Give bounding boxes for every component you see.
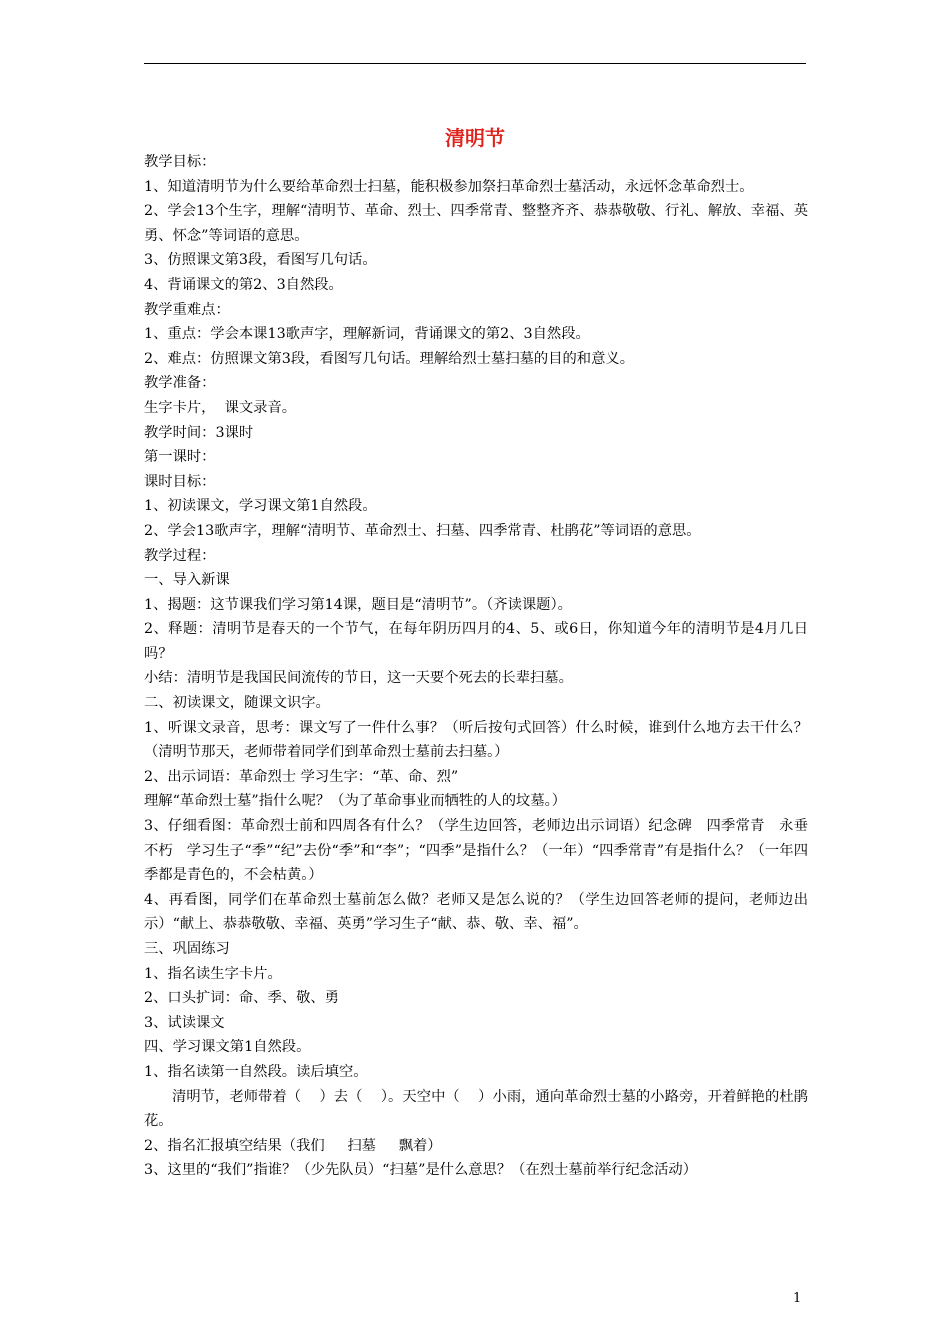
paragraph: 2、难点：仿照课文第3段，看图写几句话。理解给烈士墓扫墓的目的和意义。 xyxy=(144,350,634,367)
paragraph: 教学准备： xyxy=(144,375,216,392)
document-title: 清明节 xyxy=(445,126,505,150)
paragraph: 教学重难点： xyxy=(144,301,230,318)
paragraph: 清明节，老师带着（ ）去（ ）。天空中（ ）小雨，通向革命烈士墓的小路旁，开着鲜艳的杜鹃花。 xyxy=(144,1088,808,1130)
paragraph: 1、重点：学会本课13歌声字，理解新词，背诵课文的第2、3自然段。 xyxy=(144,326,590,343)
document-body xyxy=(144,150,808,1183)
header-rule xyxy=(144,63,806,64)
paragraph: 2、指名汇报填空结果（我们 扫墓 飘着） xyxy=(144,1137,442,1154)
paragraph: 1、揭题：这节课我们学习第14课，题目是“清明节”。（齐读课题）。 xyxy=(144,596,572,613)
paragraph: 三、巩固练习 xyxy=(144,941,230,957)
paragraph: 1、听课文录音，思考：课文写了一件什么事？（听后按句式回答）什么时候，谁到什么地方去干什么？（清明节那天，老师带着同学们到革命烈士墓前去扫墓。） xyxy=(144,719,808,761)
paragraph: 2、学会13歌声字，理解“清明节、革命烈士、扫墓、四季常青、杜鹃花”等词语的意思。 xyxy=(144,522,701,539)
paragraph: 四、学习课文第1自然段。 xyxy=(144,1039,311,1056)
paragraph: 3、仿照课文第3段，看图写几句话。 xyxy=(144,252,377,269)
paragraph: 理解“革命烈士墓”指什么呢？（为了革命事业而牺牲的人的坟墓。） xyxy=(144,793,567,810)
paragraph: 课时目标： xyxy=(144,473,216,490)
paragraph: 小结：清明节是我国民间流传的节日，这一天要个死去的长辈扫墓。 xyxy=(144,670,573,687)
paragraph: 3、这里的“我们”指谁？（少先队员）“扫墓”是什么意思？（在烈士墓前举行纪念活动） xyxy=(144,1162,698,1179)
paragraph: 二、初读课文，随课文识字。 xyxy=(144,695,330,712)
paragraph: 生字卡片， 课文录音。 xyxy=(144,399,297,416)
paragraph: 4、背诵课文的第2、3自然段。 xyxy=(144,276,343,293)
paragraph: 2、出示词语：革命烈士 学习生字：“革、命、烈” xyxy=(144,768,459,785)
paragraph: 3、试读课文 xyxy=(144,1014,225,1031)
paragraph: 2、释题：清明节是春天的一个节气，在每年阴历四月的4、5、或6日，你知道今年的清明节是4月几日吗？ xyxy=(144,621,808,662)
paragraph: 2、口头扩词：命、季、敬、勇 xyxy=(144,990,339,1007)
paragraph: 3、仔细看图：革命烈士前和四周各有什么？（学生边回答，老师边出示词语）纪念碑 四季常青 永垂不朽 学习生子“季”“纪”去份“季”和“李”；“四季”是指什么？（一年）“四季常青”有是指什么？（一年四季都是青色的，不会枯黄。） xyxy=(144,818,808,884)
paragraph: 1、指名读生字卡片。 xyxy=(144,965,282,982)
paragraph: 4、再看图，同学们在革命烈士墓前怎么做？老师又是怎么说的？（学生边回答老师的提问，老师边出示）“献上、恭恭敬敬、幸福、英勇”学习生子“献、恭、敬、幸、福”。 xyxy=(144,891,808,933)
paragraph: 1、指名读第一自然段。读后填空。 xyxy=(144,1063,368,1080)
paragraph: 1、初读课文，学习课文第1自然段。 xyxy=(144,498,377,515)
paragraph: 一、导入新课 xyxy=(144,572,230,589)
paragraph: 2、学会13个生字，理解“清明节、革命、烈士、四季常青、整整齐齐、恭恭敬敬、行礼、解放、幸福、英勇、怀念”等词语的意思。 xyxy=(144,203,808,244)
paragraph: 教学目标： xyxy=(144,154,216,170)
paragraph: 1、知道清明节为什么要给革命烈士扫墓，能积极参加祭扫革命烈士墓活动，永远怀念革命烈士。 xyxy=(144,178,754,195)
page-number: 1 xyxy=(793,1291,802,1306)
paragraph: 教学过程： xyxy=(144,547,216,564)
paragraph: 教学时间：3课时 xyxy=(144,424,254,441)
paragraph: 第一课时： xyxy=(144,449,216,466)
